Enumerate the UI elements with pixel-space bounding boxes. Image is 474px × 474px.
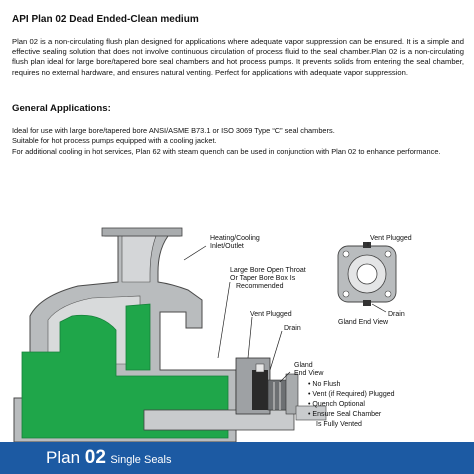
applications-list bbox=[12, 126, 468, 157]
intro-paragraph: Plan 02 is a non-circulating flush plan designed for applications where adequate vapor suppression can be ensured. It is a simple and effective sealing solution that does not involve continuous circulation of process fluid to the seal chamber.Plan 02 is a non-circulating flush plan ideal for large bore/tapered bore seal chambers and hot process pumps. It prevents solids from entering the seal chamber, requires no external hardware, and ensures natural venting. Perfect for applications with adequate vapor suppression. bbox=[12, 37, 464, 77]
inset-label-gland-end-view: Gland End View bbox=[338, 319, 389, 326]
note-ensure-seal-chamber: • Ensure Seal Chamber bbox=[308, 411, 382, 418]
label-end-view: End View bbox=[294, 370, 324, 377]
note-quench-optional: • Quench Optional bbox=[308, 401, 365, 408]
note-no-flush: • No Flush bbox=[308, 381, 341, 388]
plan-notes bbox=[308, 381, 395, 428]
label-heating-outlet: Inlet/Outlet bbox=[210, 243, 244, 250]
label-vent-plugged: Vent Plugged bbox=[250, 311, 292, 318]
label-large-bore: Large Bore Open Throat bbox=[230, 267, 306, 274]
label-heating-inlet: Heating/Cooling bbox=[210, 235, 260, 242]
label-drain: Drain bbox=[284, 325, 301, 332]
applications-heading: General Applications: bbox=[12, 103, 111, 114]
gland-end-view-inset bbox=[338, 242, 396, 306]
footer-title bbox=[46, 447, 172, 469]
document-title: API Plan 02 Dead Ended-Clean medium bbox=[12, 14, 199, 25]
footer-plan-word: Plan bbox=[46, 448, 85, 467]
inset-label-vent-plugged: Vent Plugged bbox=[370, 235, 412, 242]
inset-label-drain: Drain bbox=[388, 311, 405, 318]
note-vent-plugged: • Vent (if Required) Plugged bbox=[308, 391, 395, 398]
application-item: Ideal for use with large bore/tapered bore ANSI/ASME B73.1 or ISO 3069 Type “C” seal chambers. bbox=[12, 126, 335, 135]
note-fully-vented: Is Fully Vented bbox=[316, 421, 362, 428]
plan-02-diagram bbox=[0, 220, 474, 450]
label-recommended: Recommended bbox=[236, 283, 284, 290]
footer-subtitle: Single Seals bbox=[110, 454, 172, 466]
footer-plan-number: 02 bbox=[84, 447, 106, 468]
label-gland: Gland bbox=[294, 362, 313, 369]
application-item: Suitable for hot process pumps equipped with a cooling jacket. bbox=[12, 136, 217, 146]
application-item: For additional cooling in hot services, Plan 62 with steam quench can be used in conjunction with Plan 02 to enhance performance. bbox=[12, 146, 441, 156]
label-taper-bore: Or Taper Bore Box Is bbox=[230, 275, 296, 282]
